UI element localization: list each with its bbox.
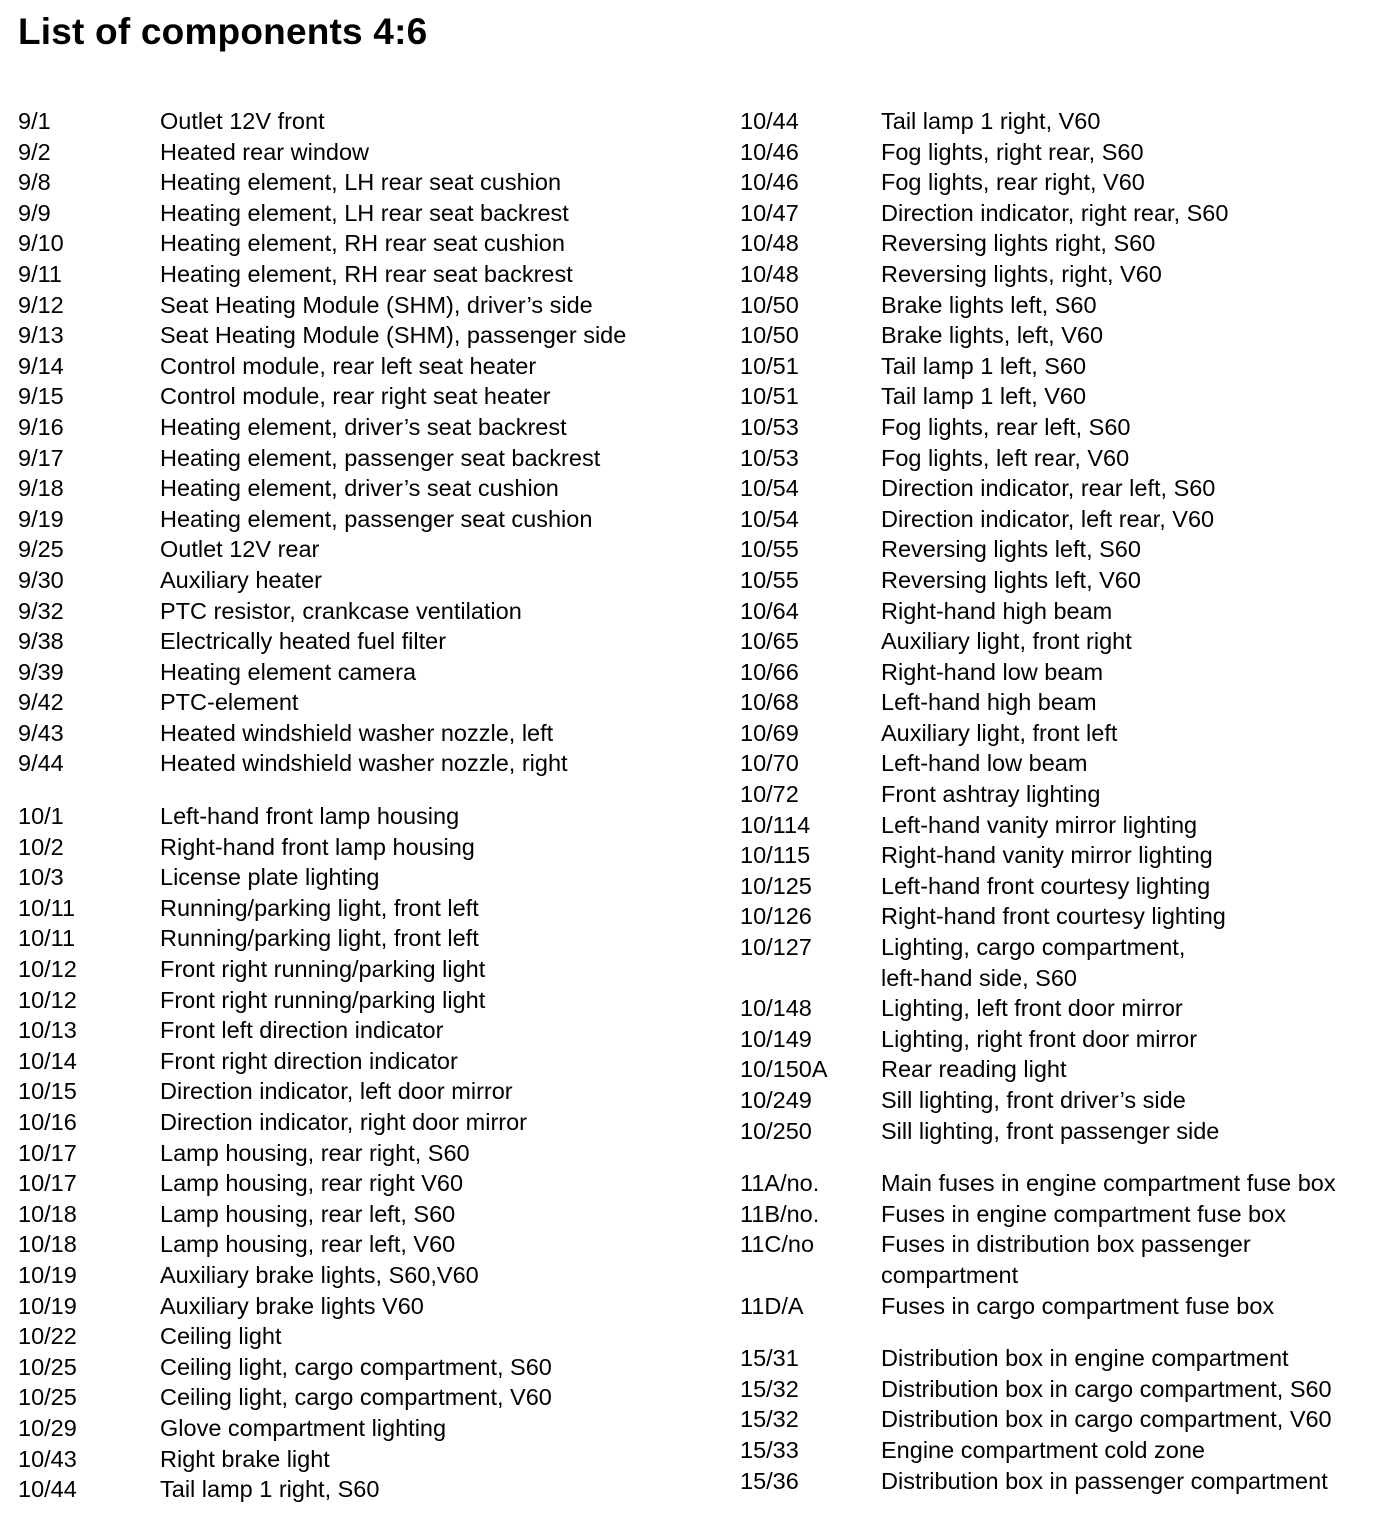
component-code: 9/8 <box>18 169 51 196</box>
component-code: 9/10 <box>18 230 64 257</box>
component-entry <box>18 167 708 198</box>
component-description: Tail lamp 1 right, V60 <box>881 108 1101 134</box>
component-description: Rear reading light <box>881 1056 1067 1083</box>
component-description: Heated rear window <box>160 138 369 165</box>
component-code: 10/17 <box>18 1170 77 1197</box>
component-entry <box>740 1466 1380 1497</box>
component-description: Control module, rear left seat heater <box>160 352 537 379</box>
component-code: 10/250 <box>740 1117 812 1144</box>
component-entry <box>740 167 1380 198</box>
component-entry <box>740 748 1380 779</box>
component-entry <box>18 1168 708 1199</box>
component-description: Brake lights left, S60 <box>881 291 1097 318</box>
component-entry <box>18 832 708 863</box>
component-code: 10/13 <box>18 1017 77 1044</box>
component-description: Left-hand high beam <box>881 689 1097 716</box>
component-entry <box>740 1291 1380 1322</box>
component-description: Direction indicator, right door mirror <box>160 1109 527 1135</box>
component-description: Glove compartment lighting <box>160 1414 447 1441</box>
component-entry <box>18 954 708 985</box>
component-entry <box>740 687 1380 718</box>
component-entry <box>740 259 1380 290</box>
component-entry <box>740 290 1380 321</box>
component-entry <box>18 106 708 137</box>
component-code: 10/51 <box>740 383 799 410</box>
component-description: Auxiliary brake lights V60 <box>160 1292 424 1319</box>
component-code: 10/15 <box>18 1078 77 1105</box>
component-entry <box>740 810 1380 841</box>
component-description: Distribution box in passenger compartment <box>881 1467 1328 1494</box>
component-description: Front left direction indicator <box>160 1017 444 1044</box>
component-group <box>740 106 1380 1146</box>
component-code: 10/65 <box>740 628 799 655</box>
component-code: 9/11 <box>18 260 62 287</box>
component-description: Fuses in distribution box passenger compartment <box>881 1231 1251 1288</box>
component-code: 10/44 <box>18 1476 77 1503</box>
component-entry <box>740 565 1380 596</box>
component-description: Fog lights, rear right, V60 <box>881 169 1145 196</box>
component-entry <box>740 901 1380 932</box>
component-description: Auxiliary heater <box>160 566 322 593</box>
component-column-left <box>18 106 708 1505</box>
component-entry <box>18 412 708 443</box>
component-description: Right brake light <box>160 1445 330 1472</box>
component-code: 10/64 <box>740 597 799 624</box>
component-code: 10/127 <box>740 934 812 961</box>
component-code: 10/17 <box>18 1139 77 1166</box>
component-column-right <box>740 106 1380 1496</box>
component-entry <box>18 320 708 351</box>
component-code: 10/3 <box>18 864 64 891</box>
component-code: 9/13 <box>18 322 64 349</box>
component-entry <box>18 1107 708 1138</box>
component-entry <box>18 1291 708 1322</box>
component-entry <box>18 1321 708 1352</box>
component-code: 10/54 <box>740 475 799 502</box>
component-entry <box>740 993 1380 1024</box>
component-entry <box>740 412 1380 443</box>
component-description: Brake lights, left, V60 <box>881 322 1104 349</box>
component-entry <box>18 473 708 504</box>
component-description: Heating element, RH rear seat cushion <box>160 230 565 257</box>
component-entry <box>18 718 708 749</box>
component-code: 10/47 <box>740 199 799 226</box>
component-entry <box>740 871 1380 902</box>
component-description: Fog lights, rear left, S60 <box>881 413 1131 440</box>
component-entry <box>740 1199 1380 1230</box>
component-description: Distribution box in cargo compartment, S60 <box>881 1375 1332 1402</box>
component-entry <box>740 779 1380 810</box>
component-entry <box>740 1054 1380 1085</box>
component-group <box>740 1168 1380 1321</box>
component-code: 10/11 <box>18 894 76 921</box>
component-description: Ceiling light, cargo compartment, V60 <box>160 1384 552 1411</box>
component-entry <box>740 626 1380 657</box>
component-code: 10/50 <box>740 322 799 349</box>
component-entry <box>18 351 708 382</box>
component-entry <box>740 534 1380 565</box>
component-code: 10/22 <box>18 1323 77 1350</box>
component-description: Heating element, LH rear seat backrest <box>160 199 569 226</box>
component-description: Right-hand low beam <box>881 658 1104 685</box>
component-description: Outlet 12V rear <box>160 536 320 563</box>
component-entry <box>18 443 708 474</box>
component-entry <box>740 106 1380 137</box>
component-description: Lighting, left front door mirror <box>881 995 1183 1022</box>
component-entry <box>18 862 708 893</box>
component-entry <box>18 504 708 535</box>
component-code: 9/19 <box>18 505 64 532</box>
component-entry <box>740 228 1380 259</box>
component-code: 10/48 <box>740 230 799 257</box>
component-description: Heating element, RH rear seat backrest <box>160 260 573 287</box>
component-code: 10/43 <box>18 1445 77 1472</box>
component-code: 10/18 <box>18 1231 77 1258</box>
component-code: 10/55 <box>740 566 799 593</box>
component-code: 9/17 <box>18 444 64 471</box>
component-code: 10/18 <box>18 1200 77 1227</box>
component-entry <box>18 893 708 924</box>
component-entry <box>740 1085 1380 1116</box>
component-description: Tail lamp 1 left, V60 <box>881 383 1087 410</box>
component-entry <box>740 1168 1380 1199</box>
component-description: Direction indicator, right rear, S60 <box>881 199 1229 226</box>
component-description: PTC-element <box>160 689 299 716</box>
component-code: 10/126 <box>740 903 812 930</box>
component-description: Left-hand front lamp housing <box>160 803 460 830</box>
component-description: Right-hand front lamp housing <box>160 833 475 860</box>
component-entry <box>740 1343 1380 1374</box>
component-description: Heating element, passenger seat backrest <box>160 444 601 471</box>
component-entry <box>18 985 708 1016</box>
component-code: 10/53 <box>740 444 799 471</box>
component-description: Running/parking light, front left <box>160 925 479 952</box>
component-code: 10/70 <box>740 750 799 777</box>
component-description: Ceiling light <box>160 1323 282 1350</box>
component-description: Electrically heated fuel filter <box>160 628 447 655</box>
component-description: Front right direction indicator <box>160 1047 458 1074</box>
component-entry <box>18 596 708 627</box>
component-entry <box>18 801 708 832</box>
component-code: 15/36 <box>740 1467 799 1494</box>
component-entry <box>18 1076 708 1107</box>
component-description: Heating element, LH rear seat cushion <box>160 169 562 196</box>
component-code: 10/1 <box>18 803 64 830</box>
component-entry <box>18 228 708 259</box>
component-description: Distribution box in engine compartment <box>881 1345 1289 1372</box>
component-description: Reversing lights right, S60 <box>881 230 1156 257</box>
component-code: 10/54 <box>740 505 799 532</box>
component-description: Lamp housing, rear left, S60 <box>160 1200 456 1227</box>
component-entry <box>18 657 708 688</box>
component-code: 10/114 <box>740 811 811 838</box>
component-code: 10/25 <box>18 1353 77 1380</box>
component-entry <box>18 565 708 596</box>
component-entry <box>740 1435 1380 1466</box>
component-entry <box>18 1413 708 1444</box>
component-code: 10/29 <box>18 1414 77 1441</box>
component-code: 10/66 <box>740 658 799 685</box>
component-entry <box>740 1374 1380 1405</box>
component-entry <box>18 1015 708 1046</box>
component-entry <box>740 596 1380 627</box>
component-description: Auxiliary light, front right <box>881 628 1132 655</box>
component-code: 10/148 <box>740 995 812 1022</box>
component-entry <box>740 1404 1380 1435</box>
component-code: 10/2 <box>18 833 64 860</box>
component-code: 10/11 <box>18 925 76 952</box>
component-entry <box>740 657 1380 688</box>
component-code: 10/16 <box>18 1109 77 1135</box>
component-code: 9/39 <box>18 658 64 685</box>
component-code: 9/30 <box>18 566 64 593</box>
component-description: Reversing lights left, S60 <box>881 536 1141 563</box>
component-description: Fog lights, right rear, S60 <box>881 138 1144 165</box>
component-code: 10/12 <box>18 986 77 1013</box>
component-code: 10/149 <box>740 1025 812 1052</box>
component-code: 9/38 <box>18 628 64 655</box>
component-code: 9/43 <box>18 719 64 746</box>
component-entry <box>740 1229 1380 1290</box>
component-entry <box>18 1199 708 1230</box>
component-description: Lamp housing, rear right V60 <box>160 1170 464 1197</box>
component-description: Tail lamp 1 right, S60 <box>160 1476 380 1503</box>
component-description: Sill lighting, front passenger side <box>881 1117 1220 1144</box>
component-code: 10/25 <box>18 1384 77 1411</box>
component-code: 9/9 <box>18 199 51 226</box>
component-description: Front right running/parking light <box>160 986 486 1013</box>
component-code: 9/15 <box>18 383 64 410</box>
component-description: Heated windshield washer nozzle, right <box>160 750 568 777</box>
component-description: Direction indicator, rear left, S60 <box>881 475 1216 502</box>
component-code: 10/46 <box>740 138 799 165</box>
component-entry <box>740 351 1380 382</box>
component-description: Heating element, driver’s seat cushion <box>160 475 559 502</box>
component-code: 10/19 <box>18 1292 77 1319</box>
component-description: Main fuses in engine compartment fuse box <box>881 1170 1336 1197</box>
component-description: Lamp housing, rear right, S60 <box>160 1139 470 1166</box>
component-entry <box>740 1024 1380 1055</box>
component-description: Ceiling light, cargo compartment, S60 <box>160 1353 552 1380</box>
component-description: Lighting, cargo compartment, left-hand side, S60 <box>881 934 1186 991</box>
component-description: Control module, rear right seat heater <box>160 383 551 410</box>
component-entry <box>18 198 708 229</box>
component-description: Tail lamp 1 left, S60 <box>881 352 1087 379</box>
component-entry <box>18 137 708 168</box>
component-description: Left-hand vanity mirror lighting <box>881 811 1198 838</box>
component-description: Right-hand vanity mirror lighting <box>881 842 1213 869</box>
component-description: Heated windshield washer nozzle, left <box>160 719 554 746</box>
component-code: 9/42 <box>18 689 64 716</box>
component-entry <box>740 198 1380 229</box>
component-entry <box>740 718 1380 749</box>
component-entry <box>18 534 708 565</box>
component-entry <box>18 1382 708 1413</box>
component-description: Running/parking light, front left <box>160 894 479 921</box>
component-code: 10/150A <box>740 1056 828 1083</box>
component-code: 9/2 <box>18 138 51 165</box>
component-description: Fog lights, left rear, V60 <box>881 444 1130 471</box>
component-description: Heating element, driver’s seat backrest <box>160 413 567 440</box>
component-entry <box>18 1229 708 1260</box>
component-group <box>18 106 708 779</box>
component-description: Reversing lights left, V60 <box>881 566 1141 593</box>
component-description: Fuses in cargo compartment fuse box <box>881 1292 1275 1319</box>
component-description: Front right running/parking light <box>160 956 486 983</box>
component-code: 9/25 <box>18 536 64 563</box>
component-code: 10/53 <box>740 413 799 440</box>
component-entry <box>740 504 1380 535</box>
component-description: Outlet 12V front <box>160 108 325 134</box>
component-group <box>740 1343 1380 1496</box>
component-description: Front ashtray lighting <box>881 781 1101 808</box>
component-code: 10/51 <box>740 352 799 379</box>
component-description: Lamp housing, rear left, V60 <box>160 1231 456 1258</box>
component-description: License plate lighting <box>160 864 380 891</box>
component-code: 11D/A <box>740 1292 804 1319</box>
component-description: Seat Heating Module (SHM), driver’s side <box>160 291 593 318</box>
component-description: Left-hand low beam <box>881 750 1088 777</box>
component-entry <box>740 320 1380 351</box>
component-description: PTC resistor, crankcase ventilation <box>160 597 522 624</box>
component-entry <box>18 1444 708 1475</box>
component-code: 9/32 <box>18 597 64 624</box>
component-entry <box>740 1116 1380 1147</box>
component-entry <box>740 137 1380 168</box>
component-entry <box>740 932 1380 993</box>
component-code: 10/55 <box>740 536 799 563</box>
component-description: Direction indicator, left door mirror <box>160 1078 513 1105</box>
component-code: 10/69 <box>740 719 799 746</box>
component-entry <box>740 473 1380 504</box>
component-code: 10/19 <box>18 1261 77 1288</box>
component-entry <box>18 1046 708 1077</box>
component-code: 11C/no <box>740 1231 815 1258</box>
component-description: Heating element, passenger seat cushion <box>160 505 593 532</box>
component-entry <box>740 443 1380 474</box>
component-code: 9/14 <box>18 352 64 379</box>
component-code: 10/115 <box>740 842 811 869</box>
component-entry <box>18 1474 708 1505</box>
component-code: 15/33 <box>740 1436 799 1463</box>
component-code: 15/32 <box>740 1406 799 1433</box>
component-description: Sill lighting, front driver’s side <box>881 1087 1186 1113</box>
component-code: 10/125 <box>740 872 812 899</box>
component-description: Distribution box in cargo compartment, V60 <box>881 1406 1332 1433</box>
component-description: Lighting, right front door mirror <box>881 1025 1198 1052</box>
component-entry <box>18 687 708 718</box>
component-code: 10/72 <box>740 781 799 808</box>
page-title: List of components 4:6 <box>18 11 428 52</box>
component-entry <box>18 1352 708 1383</box>
component-code: 15/32 <box>740 1375 799 1402</box>
component-entry <box>740 381 1380 412</box>
component-code: 9/1 <box>18 108 51 134</box>
component-description: Left-hand front courtesy lighting <box>881 872 1211 899</box>
component-code: 9/18 <box>18 475 64 502</box>
component-description: Auxiliary brake lights, S60,V60 <box>160 1261 479 1288</box>
component-code: 10/48 <box>740 260 799 287</box>
component-description: Right-hand front courtesy lighting <box>881 903 1226 930</box>
component-description: Reversing lights, right, V60 <box>881 260 1162 287</box>
component-code: 11B/no. <box>740 1200 820 1227</box>
component-entry <box>18 748 708 779</box>
component-code: 10/12 <box>18 956 77 983</box>
component-description: Right-hand high beam <box>881 597 1113 624</box>
component-code: 10/44 <box>740 108 799 134</box>
component-description: Auxiliary light, front left <box>881 719 1118 746</box>
component-description: Engine compartment cold zone <box>881 1436 1205 1463</box>
component-code: 9/12 <box>18 291 64 318</box>
component-group <box>18 801 708 1505</box>
component-description: Heating element camera <box>160 658 417 685</box>
component-code: 10/68 <box>740 689 799 716</box>
component-entry <box>18 1138 708 1169</box>
component-entry <box>740 840 1380 871</box>
component-code: 11A/no. <box>740 1170 820 1197</box>
component-description: Seat Heating Module (SHM), passenger side <box>160 322 627 349</box>
component-entry <box>18 626 708 657</box>
component-description: Direction indicator, left rear, V60 <box>881 505 1215 532</box>
component-description: Fuses in engine compartment fuse box <box>881 1200 1286 1227</box>
component-entry <box>18 259 708 290</box>
component-code: 10/14 <box>18 1047 77 1074</box>
component-code: 15/31 <box>740 1345 799 1372</box>
component-entry <box>18 381 708 412</box>
component-entry <box>18 290 708 321</box>
component-code: 9/44 <box>18 750 64 777</box>
component-code: 9/16 <box>18 413 64 440</box>
component-code: 10/50 <box>740 291 799 318</box>
component-code: 10/249 <box>740 1087 812 1113</box>
component-entry <box>18 923 708 954</box>
component-code: 10/46 <box>740 169 799 196</box>
component-entry <box>18 1260 708 1291</box>
